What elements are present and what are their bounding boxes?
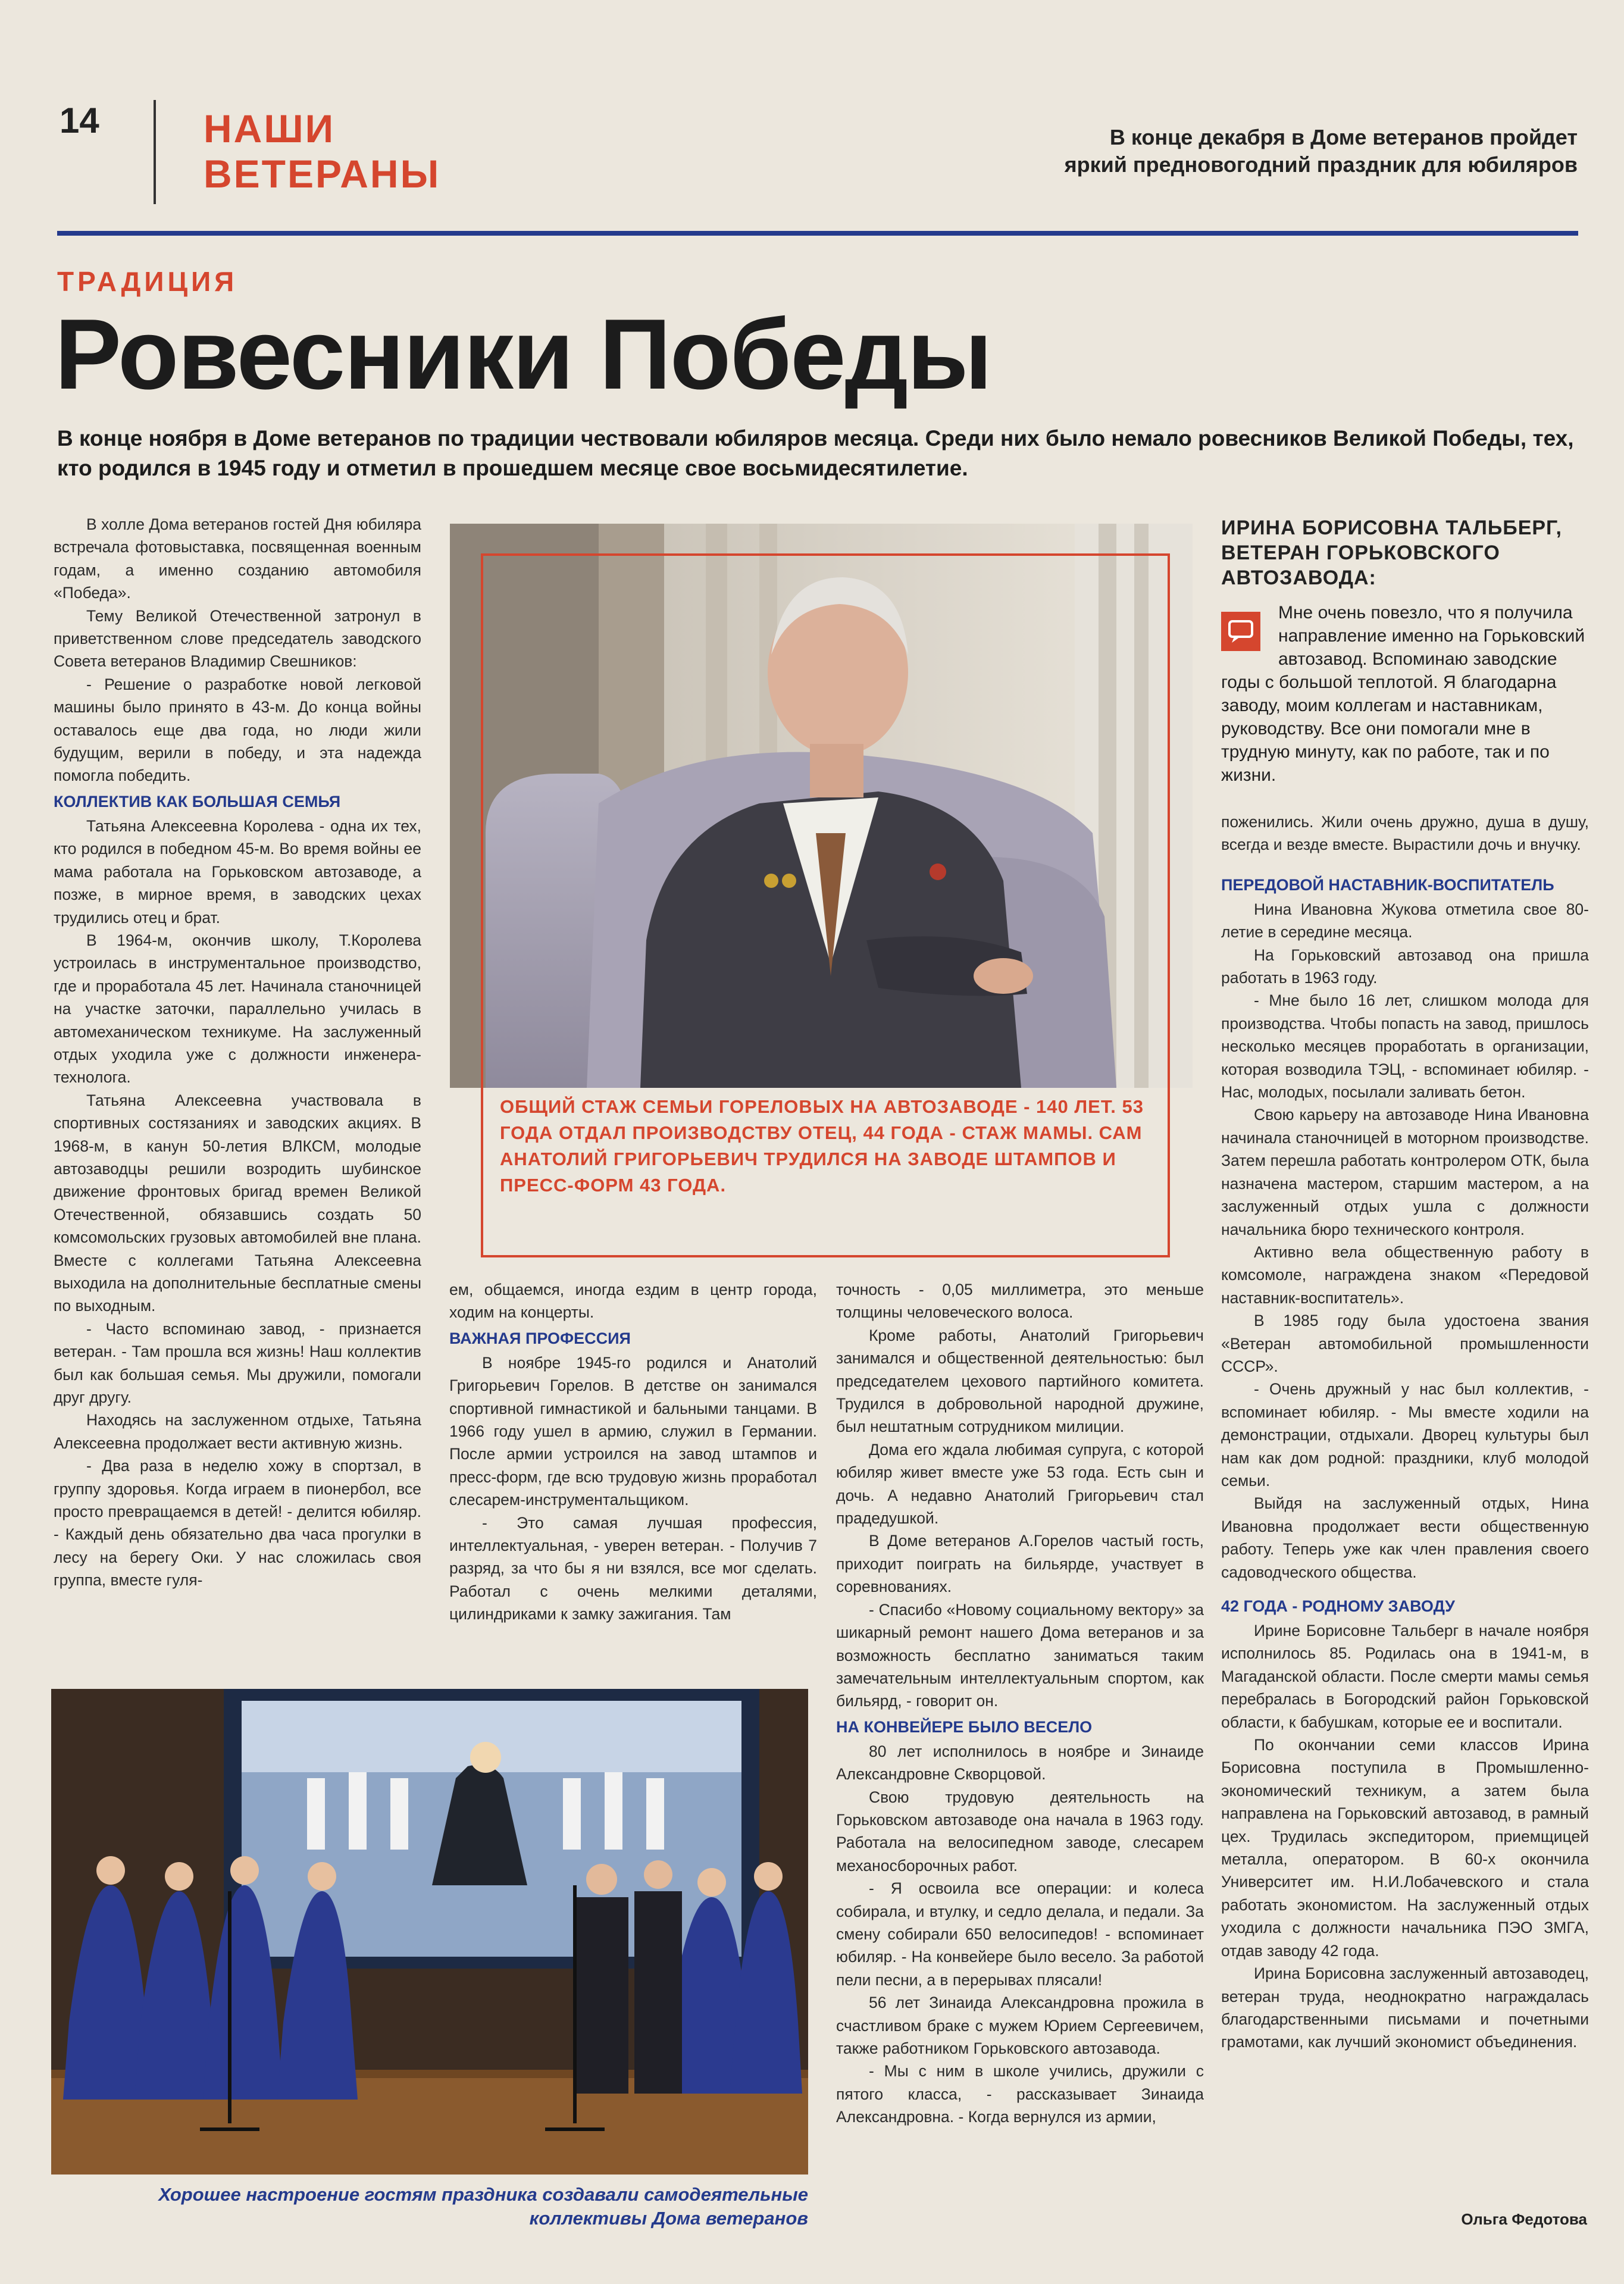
- paragraph: В ноябре 1945-го родился и Анатолий Григорьевич Горелов. В детстве он занимался спортивной гимнастикой и бальными танцами. В 1966 году ушел в армию, служил в Германии. После армии устроился на завод штампов и пресс-форм, где всю трудовую жизнь проработал слесарем-инструментальщиком.: [449, 1353, 817, 1509]
- paragraph: Активно вела общественную работу в комсомоле, награждена знаком «Передовой наставник-воспитатель».: [1221, 1243, 1589, 1307]
- paragraph: 80 лет исполнилось в ноябре и Зинаиде Александровне Скворцовой.: [836, 1742, 1204, 1784]
- paragraph: Кроме работы, Анатолий Григорьевич занимался и общественной деятельностью: был председателем цехового партийного комитета. Трудился в добровольной народной дружине, был нештатным сотрудником милиции.: [836, 1326, 1204, 1436]
- paragraph: 56 лет Зинаида Александровна прожила в счастливом браке с мужем Юрием Сергеевичем, также работником Горьковского автозавода.: [836, 1994, 1204, 2057]
- section-title-line1: НАШИ: [204, 107, 336, 151]
- article-rubric: ТРАДИЦИЯ: [57, 266, 238, 297]
- column-2: [449, 1278, 817, 1683]
- paragraph: - Часто вспоминаю завод, - признается ветеран. - Там прошла вся жизнь! Наш коллектив был как большая семья. Мы дружили, помогали друг другу.: [54, 1319, 421, 1407]
- subheading: ПЕРЕДОВОЙ НАСТАВНИК-ВОСПИТАТЕЛЬ: [1221, 875, 1554, 894]
- column-3: [836, 1278, 1204, 2219]
- paragraph: Тему Великой Отечественной затронул в приветственном слове председатель заводского Совета ветеранов Владимир Свешников:: [54, 606, 421, 671]
- subheading: ВАЖНАЯ ПРОФЕССИЯ: [449, 1329, 631, 1347]
- paragraph: - Спасибо «Новому социальному вектору» за шикарный ремонт нашего Дома ветеранов и за возможность бесплатно заниматься таким замечательным интеллектуальным спортом, как бильярд, - говорит он.: [836, 1600, 1204, 1710]
- paragraph: - Это самая лучшая профессия, интеллектуальная, - уверен ветеран. - Получив 7 разряд, за что бы я ни взялся, все мог сделать. Работал с очень мелкими деталями, цилиндриками к замку зажигания. Там: [449, 1513, 817, 1623]
- quote-author: ИРИНА БОРИСОВНА ТАЛЬБЕРГ, ВЕТЕРАН ГОРЬКОВСКОГО АВТОЗАВОДА:: [1221, 517, 1562, 589]
- paragraph: В 1964-м, окончив школу, Т.Королева устроилась в инструментальное производство, где и проработала 45 лет. Начинала станочницей на участке заточки, параллельно училась в автомеханическом техникуме. На заслуженный отдых уходила уже с должности инженера-технолога.: [54, 931, 421, 1087]
- paragraph: точность - 0,05 миллиметра, это меньше толщины человеческого волоса.: [836, 1281, 1204, 1322]
- paragraph: По окончании семи классов Ирина Борисовна поступила в Промышленно-экономический техникум, а затем была направлена на Горьковский автозавод, в рамный цех. Трудилась экспедитором, приемщицей металла, оператором. В 60-х окончила Университет им. Н.И.Лобачевского и стала работать экономистом. На заслуженный отдых уходила с должности начальника ПЭО ЗМГА, отдав заводу 42 года.: [1221, 1736, 1589, 1960]
- article-author: Ольга Федотова: [1461, 2210, 1587, 2228]
- paragraph: - Я освоила все операции: и колеса собирала, и втулку, и седло делала, и педали. За смену собирали 650 велосипедов! - вспоминает юбиляр. - На конвейере было весело. За работой пели песни, а в перерывах плясали!: [836, 1879, 1204, 1989]
- photo-caption-veteran: ОБЩИЙ СТАЖ СЕМЬИ ГОРЕЛОВЫХ НА АВТОЗАВОДЕ - 140 ЛЕТ. 53 ГОДА ОТДАЛ ПРОИЗВОДСТВУ ОТЕЦ, 44 ГОДА - СТАЖ МАМЫ. САМ АНАТОЛИЙ ГРИГОРЬЕВИЧ ТРУДИЛСЯ НА ЗАВОДЕ ШТАМПОВ И ПРЕСС-ФОРМ 43 ГОДА.: [500, 1096, 1144, 1196]
- paragraph: Свою трудовую деятельность на Горьковском автозаводе она начала в 1963 году. Работала на велосипедном заводе, слесарем механосборочных работ.: [836, 1788, 1204, 1875]
- paragraph: Находясь на заслуженном отдыхе, Татьяна Алексеевна продолжает вести активную жизнь.: [54, 1411, 421, 1452]
- paragraph: поженились. Жили очень дружно, душа в душу, всегда и везде вместе. Вырастили дочь и внучку.: [1221, 813, 1589, 854]
- paragraph: В холле Дома ветеранов гостей Дня юбиляра встречала фотовыставка, посвященная военным годам, а именно созданию автомобиля «Победа».: [54, 515, 421, 602]
- paragraph: Татьяна Алексеевна участвовала в спортивных состязаниях и заводских акциях. В 1968-м, в канун 50-летия ВЛКСМ, молодые автозаводцы решили возродить шубинское движение фронтовых бригад времен Великой Отечественной, обязавшись создать 50 комсомольских грузовых автомобилей вне плана. Вместе с коллегами Татьяна Алексеевна выходила на дополнительные бесплатные смены по выходным.: [54, 1091, 421, 1315]
- paragraph: - Мне было 16 лет, слишком молода для производства. Чтобы попасть на завод, пришлось несколько месяцев проработать в организации, которая возводила ТЭЦ, - вспоминает юбиляр. - Нас, молодых, посылали заливать бетон.: [1221, 991, 1589, 1102]
- paragraph: Свою карьеру на автозаводе Нина Ивановна начинала станочницей в моторном производстве. Затем перешла работать контролером ОТК, была назначена мастером, старшим мастером, а на заслуженный отдых ушла с должности начальника бюро технического контроля.: [1221, 1106, 1589, 1238]
- paragraph: - Решение о разработке новой легковой машины было принято в 43-м. До конца войны оставалось еще два года, но люди жили будущим, верили в победу, и эта надежда помогла победить.: [54, 675, 421, 785]
- paragraph: Ирине Борисовне Тальберг в начале ноября исполнилось 85. Родилась она в 1941-м, в Магаданской области. После смерти мамы семья перебралась в Богородский район Горьковской области, к бабушкам, которые ее и воспитали.: [1221, 1622, 1589, 1731]
- subheading: КОЛЛЕКТИВ КАК БОЛЬШАЯ СЕМЬЯ: [54, 792, 341, 811]
- paragraph: На Горьковский автозавод она пришла работать в 1963 году.: [1221, 946, 1589, 987]
- paragraph: В 1985 году была удостоена звания «Ветеран автомобильной промышленности СССР».: [1221, 1312, 1589, 1375]
- paragraph: Татьяна Алексеевна Королева - одна их тех, кто родился в победном 45-м. Во время войны ее мама работала на Горьковском автозаводе, а позже, в мирное время, в заводских цехах трудились отец и брат.: [54, 816, 421, 927]
- quote-text: [1221, 601, 1589, 787]
- paragraph: Выйдя на заслуженный отдых, Нина Ивановна продолжает вести общественную работу. Теперь уже как член правления своего садоводческого общества.: [1221, 1494, 1589, 1581]
- quote-body: Мне очень повезло, что я получила направление именно на Горьковский автозавод. Вспоминаю заводские годы с большой теплотой. Я благодарна заводу, моим коллегам и наставникам, руководству. Все они помогали мне в трудную минуту, как по работе, так и по жизни.: [1221, 603, 1585, 785]
- page-number: 14: [60, 101, 99, 140]
- section-title: [204, 106, 440, 196]
- paragraph: - Очень дружный у нас был коллектив, - вспоминает юбиляр. - Мы вместе ходили на демонстрации, отдыхали. Дворец культуры был нам как дом родной: праздники, клуб молодой семьи.: [1221, 1380, 1589, 1490]
- column-1: [54, 513, 421, 1679]
- paragraph: - Два раза в неделю хожу в спортзал, в группу здоровья. Когда играем в пионербол, все просто превращаемся в детей! - делится юбиляр. - Каждый день обязательно два часа прогулки в лесу на берегу Оки. У нас сложилась своя группа, вместе гуля-: [54, 1457, 421, 1590]
- paragraph: Дома его ждала любимая супруга, с которой юбиляр живет вместе уже 53 года. Есть сын и дочь. А недавно Анатолий Григорьевич стал прадедушкой.: [836, 1440, 1204, 1528]
- column-4: [1221, 811, 1589, 2209]
- article-title: Ровесники Победы: [55, 298, 991, 410]
- header-teaser: В конце декабря в Доме ветеранов пройдет яркий предновогодний праздник для юбиляров: [1064, 125, 1578, 177]
- paragraph: В Доме ветеранов А.Горелов частый гость, приходит поиграть на бильярде, участвует в соревнованиях.: [836, 1532, 1204, 1596]
- subheading: 42 ГОДА - РОДНОМУ ЗАВОДУ: [1221, 1597, 1455, 1615]
- subheading: НА КОНВЕЙЕРЕ БЫЛО ВЕСЕЛО: [836, 1717, 1093, 1736]
- header-divider: [154, 100, 156, 204]
- photo-choir-stage: [51, 1689, 808, 2175]
- paragraph: Ирина Борисовна заслуженный автозаводец, ветеран труда, неоднократно награждалась благодарственными письмами и почетными грамотами, как лучший экономист объединения.: [1221, 1964, 1589, 2051]
- paragraph: - Мы с ним в школе учились, дружили с пятого класса, - рассказывает Зинаида Александровна. - Когда вернулся из армии,: [836, 2062, 1204, 2126]
- paragraph: ем, общаемся, иногда ездим в центр города, ходим на концерты.: [449, 1281, 817, 1322]
- section-title-line2: ВЕТЕРАНЫ: [204, 152, 441, 196]
- paragraph: Нина Ивановна Жукова отметила свое 80-летие в середине месяца.: [1221, 900, 1589, 941]
- article-lead: В конце ноября в Доме ветеранов по традиции чествовали юбиляров месяца. Среди них было немало ровесников Великой Победы, тех, кто родился в 1945 году и отметил в прошедшем месяце свое восьмидесятилетие.: [57, 426, 1574, 480]
- photo-caption-choir: Хорошее настроение гостям праздника создавали самодеятельные коллективы Дома ветеранов: [158, 2184, 808, 2229]
- header-rule: [57, 231, 1578, 236]
